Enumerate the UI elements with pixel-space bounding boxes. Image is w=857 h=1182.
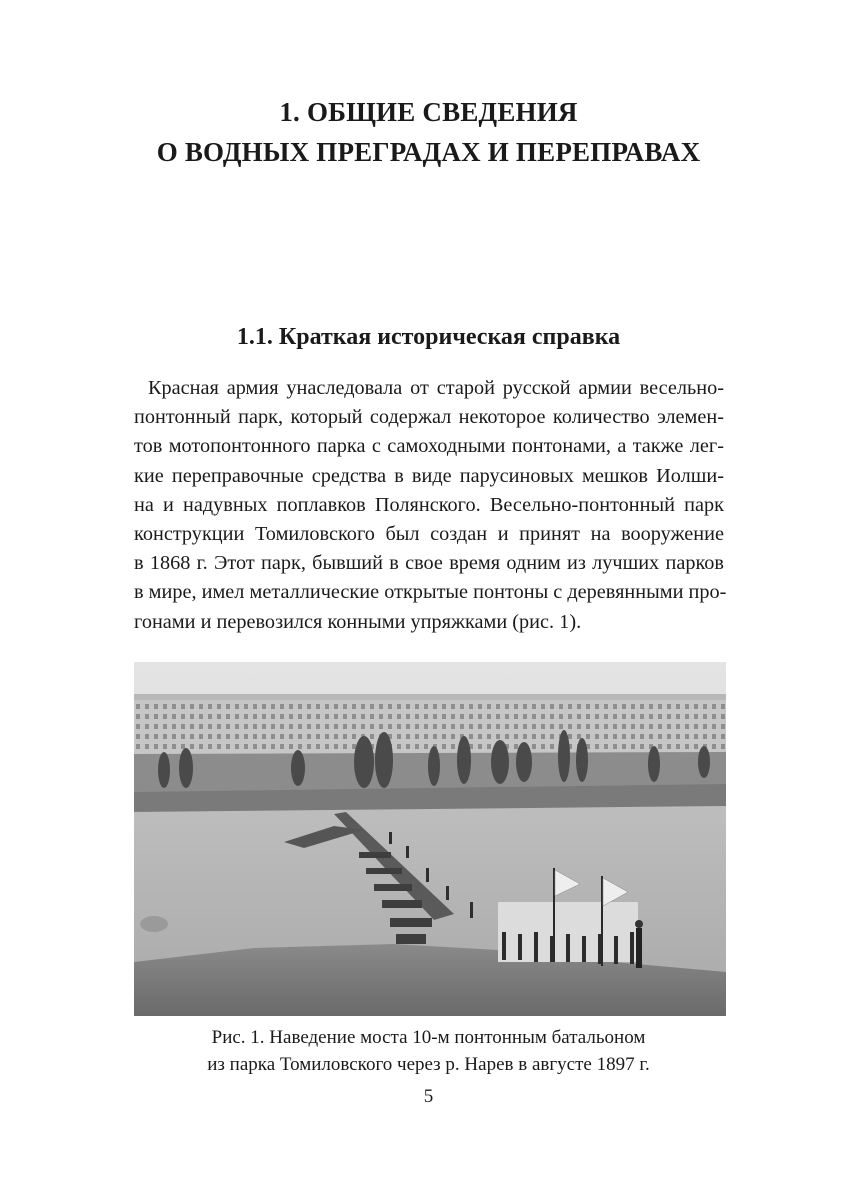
body-paragraph (134, 374, 727, 637)
figure-caption (0, 1024, 857, 1078)
fortress-building (134, 698, 726, 756)
caption-line-1: Рис. 1. Наведение моста 10-м понтонным батальоном (211, 1027, 646, 1048)
chapter-title-line-1: 1. ОБЩИЕ СВЕДЕНИЯ (279, 97, 578, 127)
paragraph-line: Красная армия унаследовала от старой русской армии весельно- (148, 377, 724, 399)
paragraph-line: в 1868 г. Этот парк, бывший в свое время одним из лучших парков (134, 552, 724, 575)
figure-photo (134, 662, 726, 1016)
chapter-title-line-2: О ВОДНЫХ ПРЕГРАДАХ И ПЕРЕПРАВАХ (156, 137, 701, 167)
paragraph-line: конструкции Томиловского был создан и принят на вооружение (134, 522, 724, 545)
soldiers-group (498, 902, 638, 964)
chapter-title (0, 92, 857, 172)
paragraph-line: в мире, имел металлические открытые понтоны с деревянными про- (134, 581, 727, 604)
paragraph-line: на и надувных поплавков Полянского. Весельно-понтонный парк (134, 493, 724, 516)
paragraph-line: гонами и перевозился конными упряжками (рис. 1). (134, 610, 582, 633)
section-title: 1.1. Краткая историческая справка (236, 324, 621, 350)
paragraph-line: кие переправочные средства в виде парусиновых мешков Иолши- (134, 464, 724, 487)
paragraph-line: понтонный парк, который содержал некоторое количество элемен- (134, 406, 724, 429)
caption-line-2: из парка Томиловского через р. Нарев в августе 1897 г. (207, 1054, 650, 1075)
page-number: 5 (423, 1086, 434, 1107)
paragraph-line: тов мотопонтонного парка с самоходными понтонами, а также лег- (134, 435, 724, 458)
pontoon-bridge-photo (134, 662, 726, 1016)
